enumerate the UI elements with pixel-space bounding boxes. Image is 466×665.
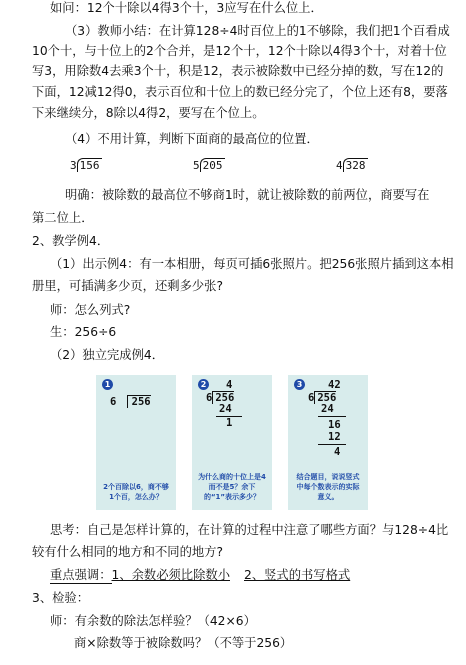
text-line: 第二位上．	[32, 211, 94, 225]
step-number-badge: 2	[198, 379, 209, 390]
divisor: 3	[70, 159, 77, 172]
section-heading: 2、教学例4．	[32, 234, 110, 248]
example-panel-1	[96, 375, 176, 510]
text-line: 下来继续分，8除以4得2，要写在个位上。	[32, 106, 265, 120]
dividend: 256	[127, 395, 151, 408]
subtraction-line	[318, 444, 346, 445]
section-heading: 3、检验：	[32, 591, 90, 605]
text-line: 师：有余数的除法怎样验？（42×6）	[50, 614, 256, 628]
text-line: 生：256÷6	[50, 325, 117, 339]
text-line: 如问：12个十除以4得3个十，3应写在什么位上．	[50, 1, 323, 15]
dividend: 205	[200, 158, 225, 172]
text-line: 商×除数等于被除数吗？（不等于256）	[74, 636, 293, 650]
text-line: （3）教师小结：在计算128÷4时百位上的1不够除，我们把1个百看成	[65, 24, 450, 38]
example-panel-2	[192, 375, 272, 510]
division-expression	[110, 395, 151, 408]
text-line: （2）独立完成例4．	[50, 348, 165, 362]
divisor: 4	[336, 159, 343, 172]
quotient: 4	[226, 379, 233, 391]
example-panel-3	[288, 375, 368, 510]
division-prompt	[336, 158, 368, 172]
emphasis-lead: 重点强调：	[50, 568, 112, 582]
text-line: 师：怎么列式?	[50, 303, 131, 317]
remainder: 1	[226, 417, 233, 429]
hint-caption: 结合题目，说说竖式中每个数表示的实际意义。	[296, 473, 360, 501]
text-line: 写3，用除数4去乘3个十，积是12，表示被除数中已经分掉的数，写在12的	[32, 64, 444, 78]
emphasis-point-2: 2、竖式的书写格式	[244, 568, 351, 582]
dividend: 156	[77, 158, 102, 172]
divisor: 6	[206, 392, 213, 404]
text-line: 10个十，与十位上的2个合并，是12个十，12个十除以4得3个十，对着十位	[32, 44, 447, 58]
text-line: 思考：自己是怎样计算的，在计算的过程中注意了哪些方面？与128÷4比	[50, 523, 449, 537]
text-line: 下面，12减12得0，表示百位和十位上的数已经分完了，个位上还有8，要落	[32, 85, 448, 99]
product: 24	[219, 403, 232, 415]
hint-caption: 2个百除以6，商不够1个百，怎么办？	[103, 483, 169, 501]
product: 12	[328, 431, 341, 443]
text-line: 册里，可插满多少页，还剩多少张?	[32, 279, 223, 293]
partial-dividend: 16	[328, 419, 341, 431]
dividend: 328	[343, 158, 368, 172]
divisor: 6	[308, 392, 315, 404]
text-line: 较有什么相同的地方和不同的地方?	[32, 545, 223, 559]
emphasis-point-1: 1、余数必须比除数小	[111, 568, 230, 582]
remainder: 4	[334, 446, 341, 458]
step-number-badge: 3	[294, 379, 305, 390]
subtraction-line	[318, 416, 346, 417]
emphasis-line	[50, 567, 350, 584]
hint-caption: 为什么商的十位上是4而不是5？余下的“1”表示多少？	[198, 473, 266, 501]
text-line: （1）出示例4：有一本相册，每页可插6张照片。把256张照片插到这本相	[50, 257, 454, 271]
divisor: 6	[110, 396, 117, 408]
division-prompt	[193, 158, 225, 172]
division-prompt	[70, 158, 102, 172]
product: 24	[321, 403, 334, 415]
text-line: （4）不用计算，判断下面商的最高位的位置．	[65, 132, 319, 146]
text-line: 明确：被除数的最高位不够商1时，就让被除数的前两位，商要写在	[65, 188, 430, 202]
dividend: 256	[314, 391, 336, 404]
divisor: 5	[193, 159, 200, 172]
dividend: 256	[212, 391, 234, 404]
step-number-badge: 1	[102, 379, 113, 390]
quotient: 42	[328, 379, 341, 391]
